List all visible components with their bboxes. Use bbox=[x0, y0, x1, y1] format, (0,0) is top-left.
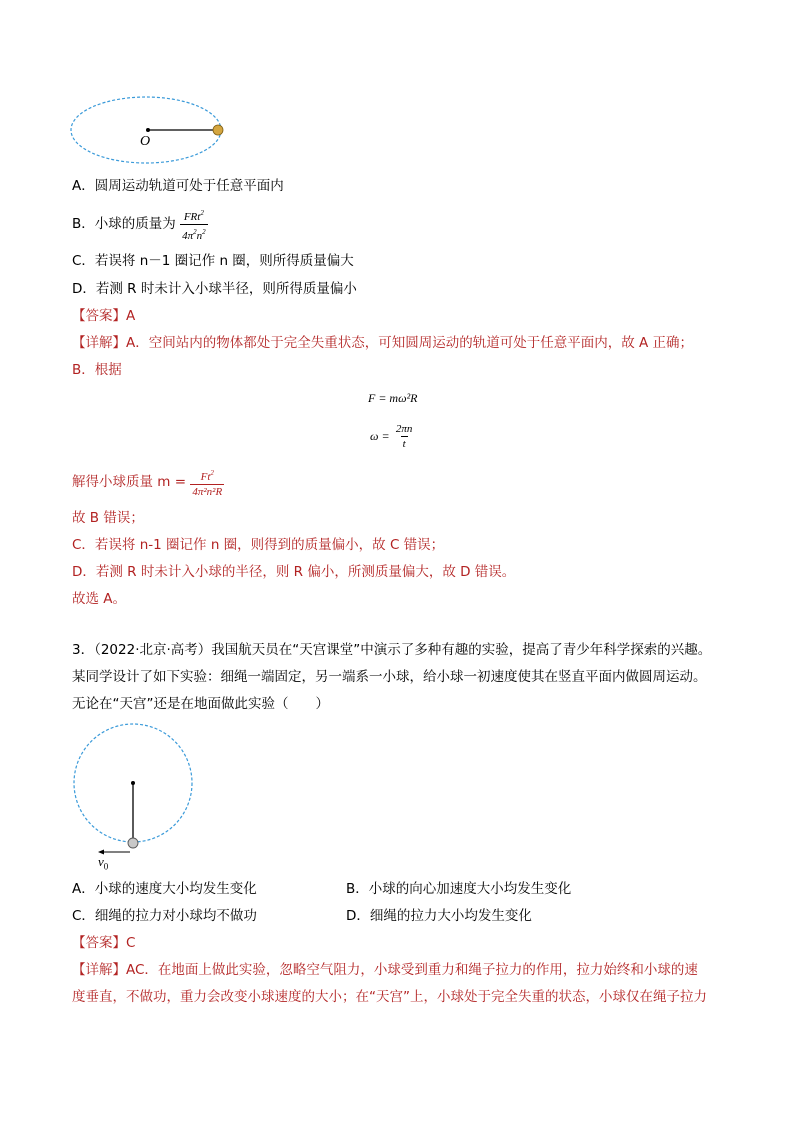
q2-solve-line bbox=[72, 464, 224, 500]
q3-option-c: C．细绳的拉力对小球均不做功 bbox=[72, 908, 257, 924]
q2-solve-fraction: $\frac{Ft^2}{\text{4π²n²R}}$ bbox=[192, 468, 223, 498]
q3-detail-tag: 【详解】 bbox=[72, 962, 126, 978]
q2-option-d: D．若测 R 时未计入小球半径，则所得质量偏小 bbox=[72, 281, 357, 297]
equation-omega-left: ω = bbox=[370, 429, 390, 443]
q2-detail-a-text: A．空间站内的物体都处于完全失重状态，可知圆周运动的轨道可处于任意平面内，故 A 正确； bbox=[126, 335, 694, 351]
q3-detail-line-1 bbox=[72, 960, 698, 980]
q2-detail-tag: 【详解】 bbox=[72, 335, 126, 351]
q2-detail-c: C．若误将 n-1 圈记作 n 圈，则得到的质量偏小，故 C 错误； bbox=[72, 537, 445, 553]
figure-vertical-circle bbox=[68, 722, 198, 867]
q3-option-a: A．小球的速度大小均发生变化 bbox=[72, 881, 257, 897]
q2-detail-d: D．若测 R 时未计入小球的半径，则 R 偏小，所测质量偏大，故 D 错误。 bbox=[72, 564, 516, 580]
q2-solve-prefix: 解得小球质量 m = bbox=[72, 474, 187, 490]
equation-omega-fraction: $\frac{2\pi n}{t}$ bbox=[395, 422, 413, 450]
q2-option-b-fraction: $\frac{FRt^2}{4\pi^2n^2}$ bbox=[182, 208, 206, 242]
q2-option-a: A．圆周运动轨道可处于任意平面内 bbox=[72, 178, 284, 194]
equation-omega bbox=[370, 416, 414, 456]
q2-detail-b: B．根据 bbox=[72, 362, 122, 378]
q2-option-b-prefix: B．小球的质量为 bbox=[72, 216, 176, 232]
q2-choose: 故选 A。 bbox=[72, 591, 127, 607]
equation-force: F = mω²R bbox=[368, 391, 418, 405]
q2-option-b bbox=[72, 206, 208, 242]
q2-answer: 【答案】A bbox=[72, 308, 136, 324]
q3-detail-line-1-text: AC．在地面上做此实验，忽略空气阻力，小球受到重力和绳子拉力的作用，拉力始终和小球的速 bbox=[126, 962, 698, 978]
ball bbox=[213, 125, 223, 135]
q2-detail-a bbox=[72, 333, 693, 353]
q3-option-b: B．小球的向心加速度大小均发生变化 bbox=[346, 881, 572, 897]
velocity-label: $v_0$ bbox=[98, 854, 109, 872]
q3-stem-line-1: 3．（2022·北京·高考）我国航天员在“天宫课堂”中演示了多种有趣的实验，提高了青少年科学探索的兴趣。 bbox=[72, 642, 712, 658]
ball-bottom bbox=[128, 838, 138, 848]
q3-detail-line-2: 度垂直，不做功，重力会改变小球速度的大小；在“天宫”上，小球处于完全失重的状态，小球仅在绳子拉力 bbox=[72, 989, 707, 1005]
q2-b-wrong: 故 B 错误； bbox=[72, 510, 144, 526]
q2-option-c: C．若误将 n－1 圈记作 n 圈，则所得质量偏大 bbox=[72, 253, 354, 269]
q3-option-d: D．细绳的拉力大小均发生变化 bbox=[346, 908, 532, 924]
q3-answer: 【答案】C bbox=[72, 935, 136, 951]
center-label-o: O bbox=[140, 134, 151, 149]
q3-stem-line-2: 某同学设计了如下实验：细绳一端固定，另一端系一小球，给小球一初速度使其在竖直平面内做圆周运动。 bbox=[72, 669, 707, 685]
q3-stem-line-3: 无论在“天宫”还是在地面做此实验（ ） bbox=[72, 696, 329, 712]
